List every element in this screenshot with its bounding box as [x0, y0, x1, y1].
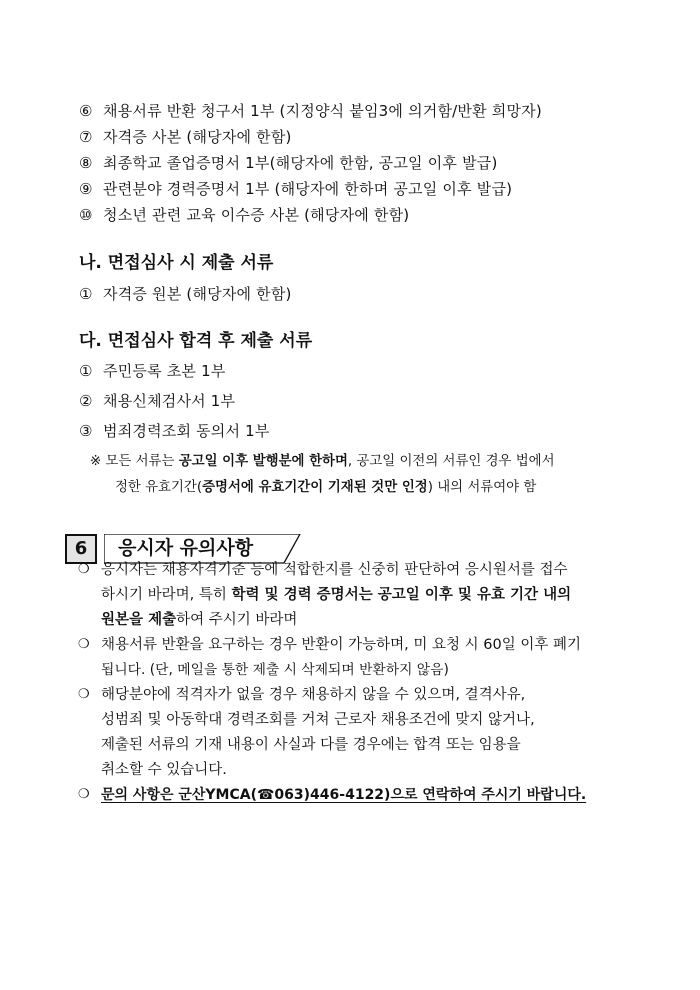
item-number: ①	[79, 285, 93, 303]
section-heading-after-pass: 다. 면접심사 합격 후 제출 서류	[79, 331, 313, 351]
bullet-3-line-1: 해당분야에 적격자가 없을 경우 채용하지 않을 수 있으며, 결격사유,	[101, 687, 526, 703]
bullet-bold: 원본을 제출	[101, 612, 177, 628]
bullet-bold: 학력 및 경력 증명서는 공고일 이후 및 유효 기간 내의	[231, 587, 572, 603]
bullet-text: 하시기 바라며, 특히	[101, 587, 232, 603]
item-number: ⑨	[79, 180, 93, 198]
item-text: 자격증 사본 (해당자에 한함)	[103, 128, 292, 146]
item-text: 최종학교 졸업증명서 1부(해당자에 한함, 공고일 이후 발급)	[103, 154, 498, 172]
note-mark: ※	[90, 454, 102, 469]
contact-info: 문의 사항은 군산YMCA(☎063)446-4122)으로 연락하여 주시기 바랍니다.	[101, 787, 587, 803]
item-number: ①	[79, 362, 93, 380]
list-item	[79, 421, 270, 441]
list-item	[79, 127, 292, 147]
item-text: 채용서류 반환 청구서 1부 (지정양식 붙임3에 의거함/반환 희망자)	[103, 102, 542, 120]
item-number: ⑧	[79, 154, 93, 172]
item-text: 범죄경력조회 동의서 1부	[103, 422, 270, 440]
bullet-1-line-2	[101, 584, 571, 606]
bullet-icon: ❍	[78, 787, 90, 802]
item-number: ⑩	[79, 206, 93, 224]
list-item	[79, 179, 512, 199]
bullet-text: 하여 주시기 바라며	[176, 612, 298, 628]
item-number: ③	[79, 422, 93, 440]
item-number: ⑦	[79, 128, 93, 146]
bullet-icon: ❍	[78, 562, 90, 577]
note-bold: 증명서에 유효기간이 기재된 것만 인정	[202, 480, 428, 495]
bullet-1-line-1: 응시자는 채용자격기준 등에 적합한지를 신중히 판단하여 응시원서를 접수	[101, 562, 568, 578]
section-number-badge: 6	[65, 534, 97, 564]
item-number: ⑥	[79, 102, 93, 120]
list-item	[79, 205, 409, 225]
note-text: , 공고일 이전의 서류인 경우 법에서	[347, 454, 555, 469]
list-item	[79, 391, 235, 411]
bullet-2-line-1: 채용서류 반환을 요구하는 경우 반환이 가능하며, 미 요청 시 60일 이후 폐기	[101, 637, 581, 653]
list-item	[79, 153, 498, 173]
bullet-3-line-2: 성범죄 및 아동학대 경력조회를 거쳐 근로자 채용조건에 맞지 않거나,	[101, 712, 535, 728]
bullet-3-line-4: 취소할 수 있습니다.	[101, 762, 227, 778]
item-text: 관련분야 경력증명서 1부 (해당자에 한하며 공고일 이후 발급)	[103, 180, 513, 198]
bullet-icon: ❍	[78, 687, 90, 702]
bullet-1-line-3	[101, 609, 297, 631]
note-text: ) 내의 서류여야 함	[427, 480, 537, 495]
bullet-2-line-2: 됩니다. (단, 메일을 통한 제출 시 삭제되며 반환하지 않음)	[101, 662, 449, 678]
section-title: 응시자 유의사항	[118, 537, 254, 559]
list-item	[79, 101, 542, 121]
section-heading-interview: 나. 면접심사 시 제출 서류	[79, 253, 274, 273]
note-text: 정한 유효기간(	[115, 480, 203, 495]
list-item	[79, 361, 226, 381]
note-text: 모든 서류는	[105, 454, 179, 469]
item-text: 주민등록 초본 1부	[103, 362, 226, 380]
item-number: ②	[79, 392, 93, 410]
note-bold: 공고일 이후 발행분에 한하며	[178, 454, 348, 469]
bullet-icon: ❍	[78, 637, 90, 652]
item-text: 자격증 원본 (해당자에 한함)	[103, 285, 292, 303]
list-item	[79, 284, 292, 304]
item-text: 청소년 관련 교육 이수증 사본 (해당자에 한함)	[103, 206, 410, 224]
note-line-2	[115, 478, 536, 498]
item-text: 채용신체검사서 1부	[103, 392, 236, 410]
bullet-3-line-3: 제출된 서류의 기재 내용이 사실과 다를 경우에는 합격 또는 임용을	[101, 737, 521, 753]
note-line-1	[90, 452, 555, 472]
